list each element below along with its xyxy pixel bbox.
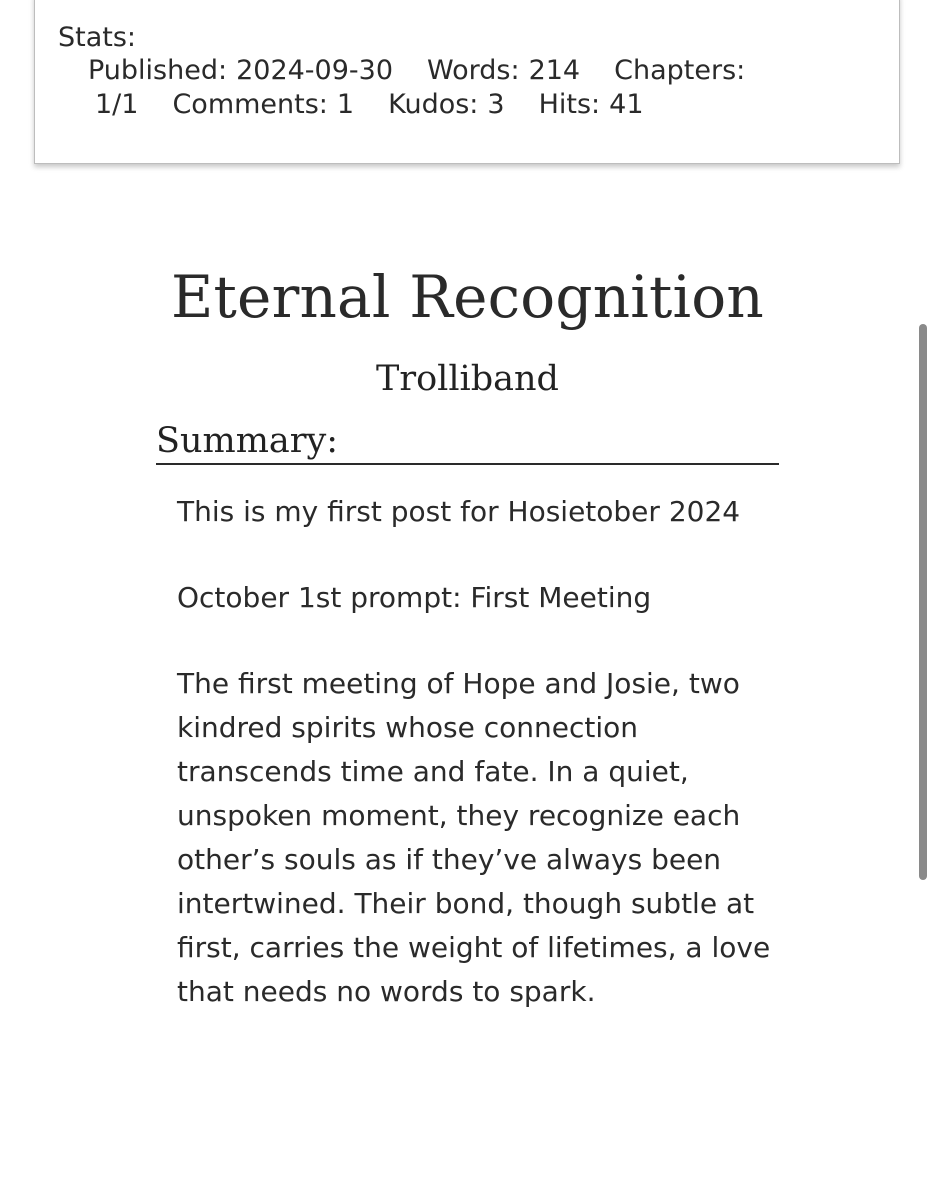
comments-label: Comments: xyxy=(172,89,328,120)
work-title: Eternal Recognition xyxy=(171,263,764,331)
stats-line-2 xyxy=(95,87,644,123)
kudos-value: 3 xyxy=(487,89,505,120)
hits-value: 41 xyxy=(609,89,644,120)
published-label: Published: xyxy=(88,55,228,86)
vertical-scrollbar[interactable] xyxy=(919,324,927,880)
hits-label: Hits: xyxy=(538,89,601,120)
chapters-label: Chapters: xyxy=(614,55,746,86)
kudos-label: Kudos: xyxy=(388,89,479,120)
words-value: 214 xyxy=(528,55,581,86)
stats-line-1 xyxy=(88,53,745,89)
summary-paragraph: October 1st prompt: First Meeting xyxy=(177,581,652,614)
stats-heading: Stats: xyxy=(58,22,137,53)
summary-body xyxy=(177,490,797,1056)
author-link[interactable]: Trolliband xyxy=(376,359,559,399)
summary-heading: Summary: xyxy=(156,420,779,465)
summary-paragraph: The first meeting of Hope and Josie, two kindred spirits whose connection transcends time and fate. In a quiet, unspoken moment, they recognize each other’s souls as if they’ve always been intertwined. Their bond, though subtle at first, carries the weight of lifetimes, a love that needs no words to spark. xyxy=(177,667,771,1008)
words-label: Words: xyxy=(427,55,520,86)
stats-box xyxy=(34,0,900,164)
summary-paragraph: This is my first post for Hosietober 2024 xyxy=(177,495,741,528)
published-value: 2024-09-30 xyxy=(236,55,394,86)
chapters-value: 1/1 xyxy=(95,89,139,120)
comments-value: 1 xyxy=(336,89,355,120)
